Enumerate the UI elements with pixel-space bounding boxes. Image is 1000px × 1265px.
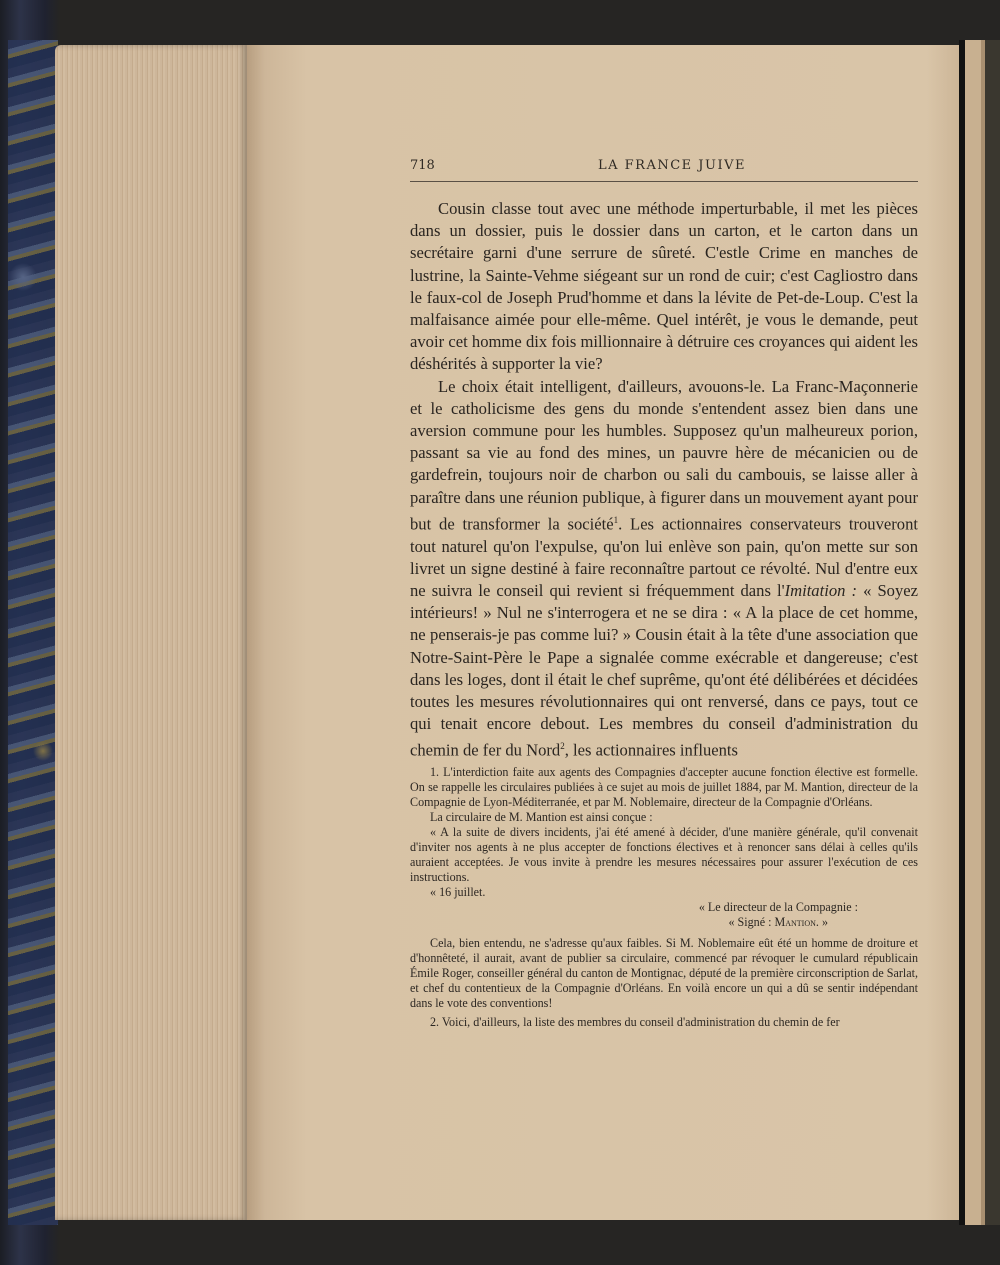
footnote-1-signature-title: « Le directeur de la Compagnie :	[698, 900, 858, 914]
footnote-1-date: « 16 juillet.	[430, 885, 486, 899]
running-title: LA FRANCE JUIVE	[598, 158, 746, 173]
header-rule	[410, 181, 918, 182]
footnotes	[410, 765, 918, 1030]
page-number: 718	[410, 158, 435, 173]
footnote-1-signature: « Signé : Mantion. »	[728, 915, 828, 929]
footnote-1-comment: Cela, bien entendu, ne s'adresse qu'aux faibles. Si M. Noblemaire eût été un homme de droiture et d'honnêteté, il aurait, avant de publier sa circulaire, commencé par révoquer le cumulard républicain Émile Roger, conseiller général du canton de Montignac, député de la première circonscription de Sarlat, et chef du contentieux de la Compagnie d'Orléans. En voilà encore un qui a dû se sentir indépendant dans le vote des conventions!	[410, 936, 918, 1010]
page-header	[410, 158, 918, 180]
main-text	[410, 198, 918, 762]
paragraph-1: Cousin classe tout avec une méthode imperturbable, il met les pièces dans un dossier, puis le dossier dans un carton, et le carton dans un secrétaire garni d'une serrure de sûreté. C'estle Crime en manches de lustrine, la Sainte-Vehme siégeant sur un rond de cuir; c'est Cagliostro dans le faux-col de Joseph Prud'homme et dans la lévite de Pet-de-Loup. C'est la malfaisance aimée pour elle-même. Quel intérêt, je vous le demande, peut avoir cet homme dix fois millionnaire à détruire ces croyances qui aident les déshérités à supporter la vie?	[410, 199, 918, 374]
page-edges-left	[55, 45, 247, 1220]
footnote-2: 2. Voici, d'ailleurs, la liste des membres du conseil d'administration du chemin de fer	[430, 1015, 840, 1029]
footnote-1-quote: « A la suite de divers incidents, j'ai été amené à décider, d'une manière générale, qu'il convenait d'inviter nos agents à ne plus accepter de fonctions électives et à renoncer sans délai à celles qu'ils auraient acceptées. Je vous invite à prendre les mesures nécessaires pour assurer l'exécution de ces instructions.	[410, 825, 918, 884]
footnote-1-intro: La circulaire de M. Mantion est ainsi conçue :	[430, 810, 653, 824]
marbled-board	[8, 40, 58, 1225]
footnote-ref-2: 2	[560, 741, 565, 752]
paragraph-2: Le choix était intelligent, d'ailleurs, avouons-le. La Franc-Maçonnerie et le catholicisme des gens du monde s'entendent assez bien dans une aversion commune pour les humbles. Supposez qu'un malheureux porion, passant sa vie au fond des mines, un pauvre hère de mécanicien ou de gardefrein, toujours noir de charbon ou sali du cambouis, se laisse aller à paraître dans une réunion publique, à figurer dans un mouvement ayant pour but de transformer la société$^1$. Les actionnaires conservateurs trouveront tout naturel qu'on l'expulse, qu'on lui enlève son pain, qu'on mette sur son livret un signe destiné à faire reconnaître partout ce révolté. Nul d'entre eux ne suivra le conseil qui revient si fréquemment dans l'Imitation : « Soyez intérieurs! » Nul ne s'interrogera et ne se dira : « A la place de cet homme, ne penserais-je pas comme lui? » Cousin était à la tête d'une association que Notre-Saint-Père le Pape a signalée comme exécrable et dangereuse; c'est dans les loges, dont il était le chef suprême, qu'ont été délibérées et décidées toutes les mesures révolutionnaires qui ont renversé, dans ce pays, tout ce qui tenait encore debout. Les membres du conseil d'administration du chemin de fer du Nord$^2$, les actionnaires influents	[410, 376, 918, 760]
footnote-ref-1: 1	[613, 514, 619, 525]
footnote-1: 1. L'interdiction faite aux agents des Compagnies d'accepter aucune fonction élective est formelle. On se rappelle les circulaires publiées à ce sujet au mois de juillet 1884, par M. Mantion, directeur de la Compagnie de Lyon-Méditerranée, et par M. Noblemaire, directeur de la Compagnie d'Orléans.	[410, 765, 918, 809]
page-edges-right	[959, 40, 1000, 1225]
